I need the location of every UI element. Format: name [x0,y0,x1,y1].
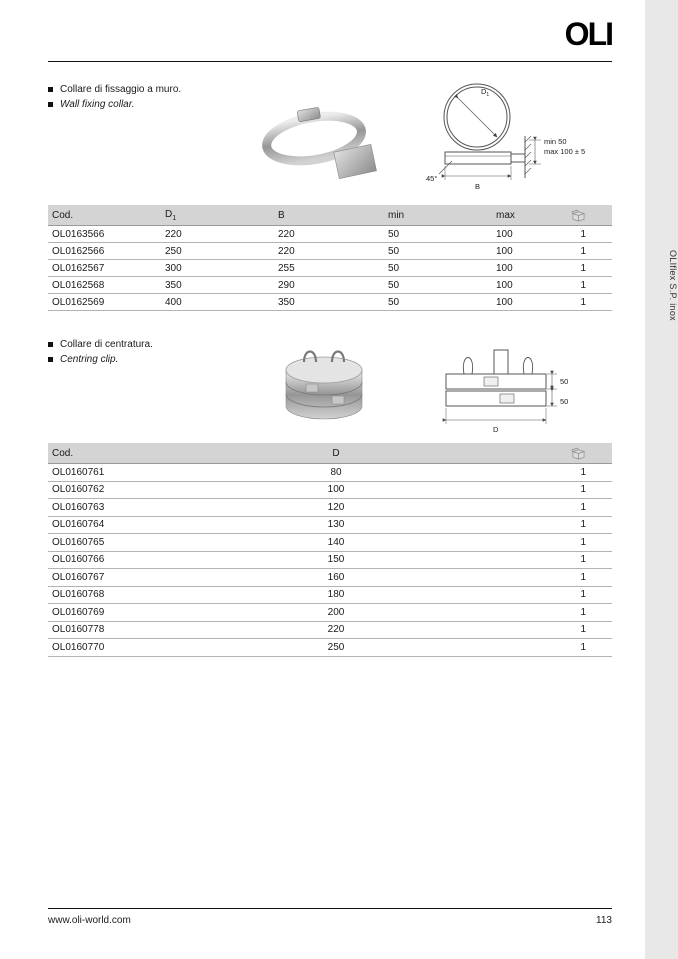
cell-d: 100 [327,484,345,496]
cell-qty: 1 [580,519,586,531]
wall-collar-table [48,205,612,311]
cell-qty: 1 [580,466,586,478]
cell-qty: 1 [580,501,586,513]
cell-min: 50 [388,262,400,274]
cell-qty: 1 [580,589,586,601]
table-header-row [48,205,612,226]
cell-d1: 220 [165,228,182,240]
header-min: min [388,209,405,221]
cell-cod: OL0162567 [52,262,105,274]
header-qty [552,209,612,222]
centring-clip-drawing [438,346,578,436]
cell-min: 50 [388,245,400,257]
page-number: 113 [596,915,612,926]
title-text-it: Collare di centratura. [60,339,153,350]
cell-d: 160 [327,571,345,583]
cell-d: 120 [327,501,345,513]
title-text-en: Wall fixing collar. [60,99,135,110]
cell-d1: 250 [165,245,182,257]
table-row [48,260,612,277]
centring-clip-titles [48,337,153,367]
cell-qty: 1 [580,228,586,240]
header-b: B [278,209,285,221]
cell-max: 100 [496,262,513,274]
cell-d1: 400 [165,296,182,308]
website-url: www.oli-world.com [48,915,131,926]
centring-clip-table [48,443,612,657]
dim-d-label: D [493,425,499,434]
cell-d1: 300 [165,262,182,274]
cell-cod: OL0160763 [52,501,105,513]
cell-d: 140 [327,536,345,548]
wall-collar-photo [252,98,387,186]
table-row [48,464,612,482]
cell-cod: OL0160778 [52,624,105,636]
cell-cod: OL0163566 [52,228,105,240]
title-text-it: Collare di fissaggio a muro. [60,84,182,95]
cell-min: 50 [388,296,400,308]
cell-qty: 1 [580,624,586,636]
cell-qty: 1 [580,554,586,566]
cell-cod: OL0160770 [52,641,105,653]
cell-cod: OL0160768 [52,589,105,601]
table-row [48,277,612,294]
cell-qty: 1 [580,641,586,653]
title-italian [48,337,153,352]
side-tab-strip [645,0,678,959]
dim-d1-label: $D_1$ [481,87,490,98]
cell-cod: OL0160761 [52,466,105,478]
wall-collar-drawing [425,80,610,198]
header-d: D [332,447,340,459]
table-row [48,517,612,535]
cell-b: 255 [278,262,295,274]
table-row [48,587,612,605]
header-max: max [496,209,515,221]
cell-cod: OL0160764 [52,519,105,531]
dim-max-label: max 100 ± 5 [544,147,586,156]
table-row [48,639,612,657]
title-english [48,97,181,112]
cell-cod: OL0160767 [52,571,105,583]
table-row [48,482,612,500]
cell-cod: OL0160769 [52,606,105,618]
centring-clip-photo [276,344,371,434]
cell-max: 100 [496,245,513,257]
cell-qty: 1 [580,571,586,583]
header-qty [366,447,612,460]
cell-cod: OL0162568 [52,279,105,291]
cell-cod: OL0160766 [52,554,105,566]
header-rule [48,61,612,62]
bullet-square-icon [48,102,53,107]
table-row [48,534,612,552]
title-english [48,352,153,367]
cell-d: 180 [327,589,345,601]
dim-b-label: B [475,182,481,191]
package-icon [571,209,586,222]
table-row [48,499,612,517]
cell-qty: 1 [580,484,586,496]
table-header-row [48,443,612,464]
footer-rule [48,908,612,909]
cell-d: 200 [327,606,345,618]
dim-50-bottom-label: 50 [560,397,569,406]
cell-qty: 1 [580,606,586,618]
header-d1: $D_1$ [165,208,177,222]
table-row [48,604,612,622]
table-row [48,569,612,587]
cell-d: 220 [327,624,345,636]
bullet-square-icon [48,357,53,362]
cell-b: 220 [278,228,295,240]
title-text-en: Centring clip. [60,354,119,365]
package-icon [571,447,586,460]
cell-min: 50 [388,228,400,240]
cell-qty: 1 [580,536,586,548]
table-row [48,226,612,243]
cell-max: 100 [496,279,513,291]
title-italian [48,82,181,97]
header-cod: Cod. [52,447,74,459]
cell-min: 50 [388,279,400,291]
cell-cod: OL0162566 [52,245,105,257]
cell-max: 100 [496,296,513,308]
cell-qty: 1 [580,296,586,308]
cell-cod: OL0160762 [52,484,105,496]
cell-b: 220 [278,245,295,257]
cell-cod: OL0160765 [52,536,105,548]
cell-d: 80 [330,466,342,478]
dim-angle-label: 45° [426,174,438,183]
header-cod: Cod. [52,209,74,221]
cell-cod: OL0162569 [52,296,105,308]
bullet-square-icon [48,342,53,347]
cell-d: 130 [327,519,345,531]
wall-collar-titles [48,82,181,112]
cell-d: 150 [327,554,345,566]
cell-qty: 1 [580,279,586,291]
table-row [48,622,612,640]
cell-b: 350 [278,296,295,308]
cell-d: 250 [327,641,345,653]
cell-d1: 350 [165,279,182,291]
dim-min-label: min 50 [544,137,567,146]
cell-max: 100 [496,228,513,240]
cell-qty: 1 [580,262,586,274]
cell-qty: 1 [580,245,586,257]
table-row [48,243,612,260]
table-row [48,294,612,311]
bullet-square-icon [48,87,53,92]
brand-logo: OLI [564,16,612,52]
cell-b: 290 [278,279,295,291]
dim-50-top-label: 50 [560,377,569,386]
table-row [48,552,612,570]
side-tab-label: OLIflex S.P. inox [668,250,678,321]
